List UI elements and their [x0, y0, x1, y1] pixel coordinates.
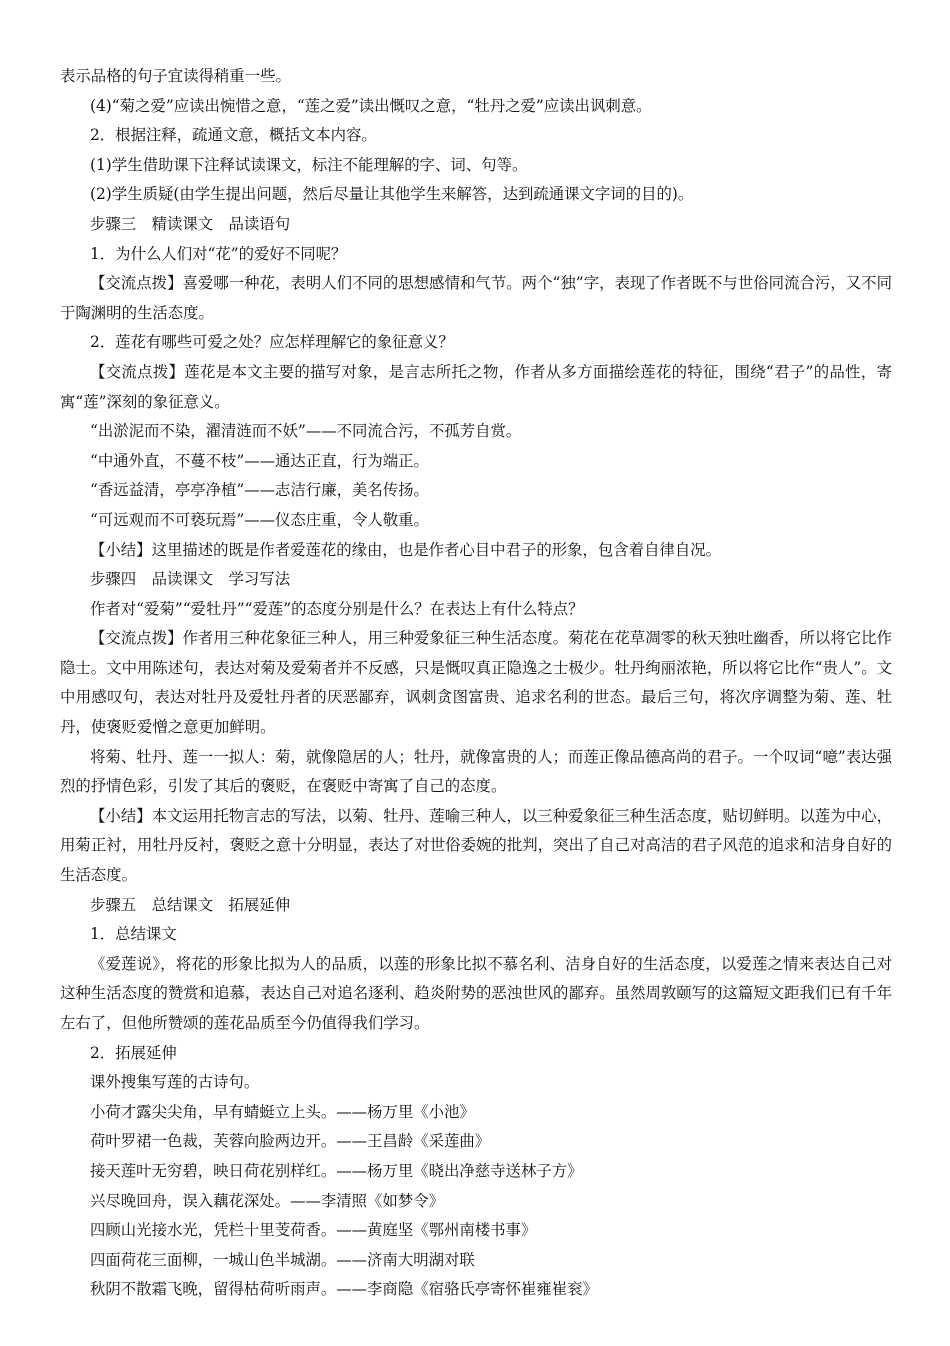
- text-line: 表示品格的句子宜读得稍重一些。: [60, 67, 291, 85]
- poem-line: 四面荷花三面柳，一城山色半城湖。——济南大明湖对联: [90, 1250, 475, 1269]
- summary: 【小结】这里描述的既是作者爱莲花的缘由，也是作者心目中君子的形象，包含着自律自况。: [90, 540, 722, 559]
- paragraph: 《爱莲说》，将花的形象比拟为人的品质，以莲的形象比拟不慕名利、洁身自好的生活态度，以爱莲之情来表达自己对这种生活态度的赞赏和追慕，表达自己对追名逐利、趋炎附势的恶浊世风的鄙弃。虽然周敦颐写的这篇短文距我们已有千年左右了，但他所赞颂的莲花品质至今仍值得我们学习。: [60, 954, 892, 1032]
- text-line: 2．根据注释，疏通文意，概括文本内容。: [90, 126, 377, 145]
- poem-line: 四顾山光接水光，凭栏十里芰荷香。——黄庭坚《鄂州南楼书事》: [90, 1221, 537, 1240]
- text-line: (1)学生借助课下注释试读课文，标注不能理解的字、词、句等。: [90, 155, 528, 174]
- paragraph: 将菊、牡丹、莲一一拟人：菊，就像隐居的人；牡丹，就像富贵的人；而莲正像品德高尚的君子。一个叹词“噫”表达强烈的抒情色彩，引发了其后的褒贬，在褒贬中寄寓了自己的态度。: [60, 747, 892, 796]
- text-line: (2)学生质疑(由学生提出问题，然后尽量让其他学生来解答，达到疏通课文字词的目的)。: [90, 185, 694, 204]
- paragraph: 【交流点拨】喜爱哪一种花，表明人们不同的思想感情和气节。两个“独”字，表现了作者既不与世俗同流合污，又不同于陶渊明的生活态度。: [60, 274, 892, 322]
- poem-line: 兴尽晚回舟，误入藕花深处。——李清照《如梦令》: [90, 1191, 444, 1210]
- paragraph: 【交流点拨】莲花是本文主要的描写对象，是言志所托之物，作者从多方面描绘莲花的特征，围绕“君子”的品性，寄寓“莲”深刻的象征意义。: [60, 362, 892, 411]
- summary: 【小结】本文运用托物言志的写法，以菊、牡丹、莲喻三种人，以三种爱象征三种生活态度，贴切鲜明。以莲为中心，用菊正衬，用牡丹反衬，褒贬之意十分明显，表达了对世俗委婉的批判，突出了自己对高洁的君子风范的追求和洁身自好的生活态度。: [60, 806, 892, 885]
- section-heading: 步骤五 总结课文 拓展延伸: [90, 895, 291, 914]
- question: 作者对“爱菊”“爱牡丹”“爱莲”的态度分别是什么？在表达上有什么特点？: [90, 599, 584, 618]
- poem-line: 接天莲叶无穷碧，映日荷花别样红。——杨万里《晓出净慈寺送林子方》: [90, 1161, 583, 1180]
- section-heading: 步骤三 精读课文 品读语句: [90, 214, 291, 233]
- quote-line: “出淤泥而不染，濯清涟而不妖”——不同流合污，不孤芳自赏。: [90, 422, 522, 441]
- quote-line: “香远益清，亭亭净植”——志洁行廉，美名传扬。: [90, 481, 429, 500]
- quote-line: “中通外直，不蔓不枝”——通达正直，行为端正。: [90, 451, 429, 470]
- question: 1．为什么人们对“花”的爱好不同呢？: [90, 244, 347, 263]
- document-page: [60, 62, 892, 1305]
- poem-line: 秋阴不散霜飞晚，留得枯荷听雨声。——李商隐《宿骆氏亭寄怀崔雍崔衮》: [90, 1280, 598, 1299]
- poem-line: 荷叶罗裙一色裁，芙蓉向脸两边开。——王昌龄《采莲曲》: [90, 1132, 491, 1151]
- quote-line: “可远观而不可亵玩焉”——仪态庄重，令人敬重。: [90, 510, 429, 529]
- text-line: (4)“菊之爱”应读出惋惜之意，“莲之爱”读出慨叹之意，“牡丹之爱”应读出讽刺意。: [90, 96, 652, 115]
- paragraph: 课外搜集写莲的古诗句。: [90, 1073, 260, 1092]
- paragraph: 【交流点拨】作者用三种花象征三种人，用三种爱象征三种生活态度。菊花在花草凋零的秋天独吐幽香，所以将它比作隐士。文中用陈述句，表达对菊及爱菊者并不反感，只是慨叹真正隐逸之士极少。牡丹绚丽浓艳，所以将它比作“贵人”。文中用感叹句，表达对牡丹及爱牡丹者的厌恶鄙弃，讽刺贪图富贵、追求名利的世态。最后三句，将次序调整为菊、莲、牡丹，使褒贬爱憎之意更加鲜明。: [60, 629, 892, 737]
- subheading: 2．拓展延伸: [90, 1043, 177, 1062]
- poem-line: 小荷才露尖尖角，早有蜻蜓立上头。——杨万里《小池》: [90, 1102, 475, 1121]
- section-heading: 步骤四 品读课文 学习写法: [90, 570, 291, 589]
- subheading: 1．总结课文: [90, 925, 177, 944]
- question: 2．莲花有哪些可爱之处？应怎样理解它的象征意义？: [90, 333, 454, 352]
